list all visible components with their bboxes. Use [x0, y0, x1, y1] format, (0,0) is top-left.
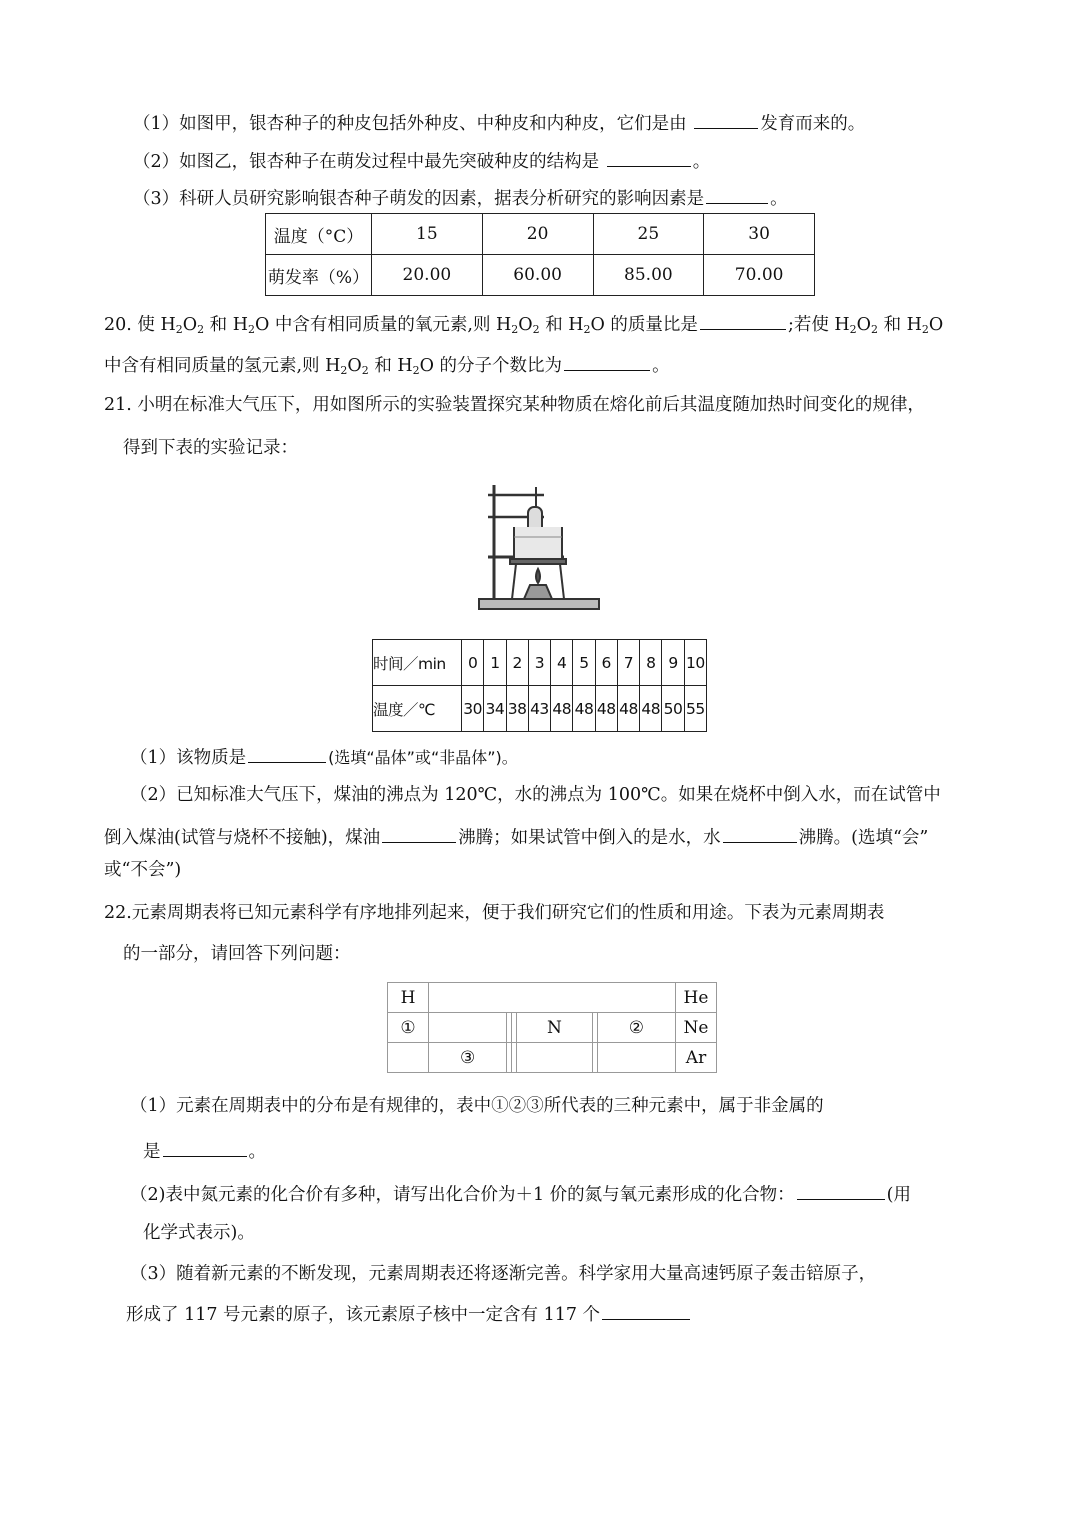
table-cell: [429, 983, 676, 1013]
q20-text: O: [182, 315, 198, 335]
table-cell: 48: [573, 686, 595, 732]
table-cell: 5: [573, 640, 595, 686]
q20-blank-2[interactable]: [564, 354, 650, 371]
table-cell: 2: [506, 640, 528, 686]
periodic-table-fragment: [387, 982, 717, 1073]
q22-intro-2: 的一部分，请回答下列问题：: [123, 944, 351, 964]
q20-text: 中含有相同质量的氢元素,则 H: [104, 356, 341, 376]
table-cell: 34: [484, 686, 506, 732]
q22-part3-text: 形成了 117 号元素的原子，该元素原子核中一定含有 117 个: [126, 1305, 601, 1325]
heating-apparatus-illustration: [474, 477, 604, 617]
table-cell: 1: [484, 640, 506, 686]
q20-text: 和 H: [539, 315, 584, 335]
table-cell: 43: [528, 686, 550, 732]
q22-part3-line2: [126, 1303, 692, 1325]
table-cell: 15: [372, 214, 483, 255]
stand-base: [479, 599, 599, 609]
table-cell: 7: [617, 640, 639, 686]
table-cell: [429, 1013, 507, 1043]
table-row: [373, 686, 707, 732]
q22-part3-blank[interactable]: [602, 1303, 690, 1320]
q20-text: 20. 使 H: [104, 315, 176, 335]
table-row: [266, 214, 815, 255]
q22-part2-line2: 化学式表示)。: [143, 1223, 255, 1243]
element-cell-2: ②: [597, 1013, 675, 1043]
q21-part2-blank-2[interactable]: [723, 826, 797, 843]
q20-text: 和 H: [368, 356, 413, 376]
q20-text: 。: [652, 356, 670, 376]
element-cell-He: He: [676, 983, 717, 1013]
q20-sub: 2: [340, 364, 348, 377]
q22-part1-tail: 。: [248, 1142, 266, 1162]
q20-line1: [104, 313, 943, 335]
q19-part2-tail: 。: [692, 152, 711, 172]
element-cell-1: ①: [388, 1013, 429, 1043]
q22-part2-tail: (用: [886, 1185, 911, 1205]
q19-part2-blank[interactable]: [607, 150, 691, 167]
q21-part1-tail: (选填“晶体”或“非晶体”)。: [328, 748, 518, 767]
element-cell-Ne: Ne: [676, 1013, 717, 1043]
table-row: [373, 640, 707, 686]
q20-text: 和 H: [204, 315, 248, 335]
q22-part2-line1: [130, 1183, 911, 1205]
q21-part1-text: （1）该物质是: [130, 748, 247, 768]
alcohol-lamp: [524, 585, 552, 599]
q21-part2-line2: [104, 826, 928, 848]
q21-part2-text: 倒入煤油(试管与烧杯不接触)，煤油: [104, 828, 381, 848]
q20-text: O 的质量比是: [590, 315, 698, 335]
table-cell: 20: [482, 214, 593, 255]
q20-text: O: [347, 356, 362, 376]
table-cell: 0: [462, 640, 484, 686]
table-cell: 85.00: [593, 255, 704, 296]
q21-part2-text: 沸腾。(选填“会”: [798, 828, 929, 848]
table-cell: 20.00: [372, 255, 483, 296]
q19-part1-blank[interactable]: [694, 112, 758, 129]
q19-part2-text: （2）如图乙，银杏种子在萌发过程中最先突破种皮的结构是: [133, 152, 600, 172]
table-cell: [388, 1043, 429, 1073]
q21-part2-text: 沸腾；如果试管中倒入的是水，水: [458, 828, 721, 848]
q20-text: 和 H: [878, 315, 922, 335]
q20-sub: 2: [849, 323, 857, 336]
q19-part3-text: （3）科研人员研究影响银杏种子萌发的因素，据表分析研究的影响因素是: [133, 189, 705, 209]
q22-part1-blank[interactable]: [163, 1140, 247, 1157]
q22-part1-line2: [143, 1140, 266, 1162]
q20-sub: 2: [361, 364, 369, 377]
table-cell: 55: [684, 686, 706, 732]
element-cell-Ar: Ar: [676, 1043, 717, 1073]
q19-part2: [133, 150, 710, 172]
q21-part1-blank[interactable]: [248, 746, 326, 763]
q19-part3: [133, 187, 788, 209]
element-cell-3: ③: [429, 1043, 507, 1073]
table-cell: 48: [595, 686, 617, 732]
gauze: [510, 559, 566, 564]
element-cell-H: H: [388, 983, 429, 1013]
table-cell: 8: [640, 640, 662, 686]
q21-part2-line1: （2）已知标准大气压下，煤油的沸点为 120℃，水的沸点为 100℃。如果在烧杯中倒入水，而在试管中: [130, 785, 941, 805]
q19-part3-tail: 。: [770, 189, 788, 209]
table-cell: [597, 1043, 675, 1073]
table-cell: 6: [595, 640, 617, 686]
q20-text: O 中含有相同质量的氧元素,则 H: [254, 315, 512, 335]
table-row: [266, 255, 815, 296]
melting-table: [372, 639, 707, 732]
q20-text: O: [518, 315, 533, 335]
table-cell: 30: [704, 214, 815, 255]
q22-part2-blank[interactable]: [797, 1183, 885, 1200]
beaker: [514, 527, 562, 559]
q21-part1: [130, 746, 518, 768]
element-cell-N: N: [516, 1013, 592, 1043]
table-cell: 50: [662, 686, 684, 732]
q21-intro-1: 21. 小明在标准大气压下，用如图所示的实验装置探究某种物质在熔化前后其温度随加热时间变化的规律，: [104, 395, 925, 415]
table-cell: 38: [506, 686, 528, 732]
q20-sub: 2: [175, 323, 183, 336]
germination-table: [265, 213, 815, 296]
table-cell: 48: [617, 686, 639, 732]
table-cell: 70.00: [704, 255, 815, 296]
table-cell: 48: [551, 686, 573, 732]
q19-part3-blank[interactable]: [706, 187, 768, 204]
table-row: [388, 983, 717, 1013]
q20-text: O 的分子个数比为: [419, 356, 563, 376]
table-cell: 3: [528, 640, 550, 686]
table-cell: 萌发率（%）: [266, 255, 372, 296]
q22-intro-1: 22.元素周期表将已知元素科学有序地排列起来，便于我们研究它们的性质和用途。下表为元素周期表: [104, 903, 885, 923]
table-cell: 9: [662, 640, 684, 686]
table-cell: 温度／℃: [373, 686, 462, 732]
table-cell: 4: [551, 640, 573, 686]
q20-sub: 2: [921, 323, 929, 336]
q20-sub: 2: [511, 323, 519, 336]
q20-text: O: [928, 315, 944, 335]
q20-sub: 2: [532, 323, 540, 336]
table-row: [388, 1013, 717, 1043]
q22-part3-line1: （3）随着新元素的不断发现，元素周期表还将逐渐完善。科学家用大量高速钙原子轰击锫原子，: [130, 1264, 877, 1284]
table-cell: 30: [462, 686, 484, 732]
table-row: [388, 1043, 717, 1073]
flame: [536, 569, 540, 583]
q20-sub: 2: [871, 323, 879, 336]
table-cell: 48: [640, 686, 662, 732]
q20-sub: 2: [412, 364, 420, 377]
table-cell: 60.00: [482, 255, 593, 296]
q20-sub: 2: [197, 323, 205, 336]
table-cell: 10: [684, 640, 706, 686]
q20-sub: 2: [583, 323, 591, 336]
q19-part1: [133, 112, 865, 134]
table-cell: 25: [593, 214, 704, 255]
table-cell: [516, 1043, 592, 1073]
q20-text: O: [856, 315, 872, 335]
q21-intro-2: 得到下表的实验记录：: [123, 438, 298, 458]
q20-sub: 2: [247, 323, 255, 336]
table-cell: 时间／min: [373, 640, 462, 686]
q22-part1-text: 是: [143, 1142, 161, 1162]
table-cell: 温度（°C）: [266, 214, 372, 255]
q19-part1-text: （1）如图甲，银杏种子的种皮包括外种皮、中种皮和内种皮，它们是由: [133, 114, 687, 134]
q22-part1-line1: （1）元素在周期表中的分布是有规律的，表中①②③所代表的三种元素中，属于非金属的: [130, 1096, 824, 1116]
q20-blank-1[interactable]: [700, 313, 786, 330]
q22-part2-text: （2)表中氮元素的化合价有多种，请写出化合价为＋1 价的氮与氧元素形成的化合物：: [130, 1185, 795, 1205]
q20-line2: [104, 354, 670, 376]
q21-part2-blank-1[interactable]: [382, 826, 456, 843]
q20-text: ;若使 H: [787, 315, 850, 335]
q19-part1-tail: 发育而来的。: [760, 114, 866, 134]
q21-part2-line3: 或“不会”): [104, 860, 182, 880]
